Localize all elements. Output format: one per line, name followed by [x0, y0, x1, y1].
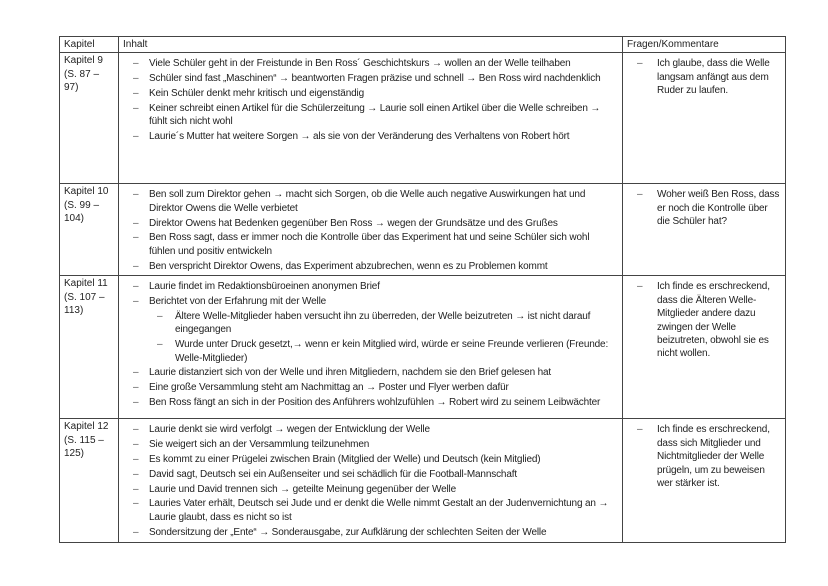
list-item-text: Laurie denkt sie wird verfolgt → wegen der Entwicklung der Welle — [149, 424, 430, 436]
list-item — [123, 188, 618, 215]
list-item — [123, 57, 618, 70]
list-item-text: Ben verspricht Direktor Owens, das Experiment abzubrechen, wenn es zu Problemen kommt — [149, 260, 548, 272]
comment-list — [627, 188, 781, 228]
content-list — [123, 57, 618, 143]
list-item — [123, 72, 618, 85]
header-kapitel: Kapitel — [60, 37, 119, 53]
comment-list — [627, 423, 781, 490]
list-item-text: Lauries Vater erhält, Deutsch sei Jude und er denkt die Welle nimmt Gestalt an der Judenvernichtung an → Laurie glaubt, dass es nicht so ist — [149, 498, 609, 523]
list-item — [123, 295, 618, 308]
list-item-text: Ben soll zum Direktor gehen → macht sich Sorgen, ob die Welle auch negative Auswirkungen hat und Direktor Owens die Welle verbietet — [149, 189, 586, 214]
comment-text: – Woher weiß Ben Ross, dass er noch die Kontrolle über die Schüler hat? — [627, 188, 781, 228]
header-fragen-kommentare: Fragen/Kommentare — [623, 37, 786, 53]
list-item — [123, 497, 618, 524]
sub-list-item: – Wurde unter Druck gesetzt,→ wenn er kein Mitglied wird, würde er seine Freunde verlieren (Freunde: Welle-Mitglieder) — [147, 338, 618, 365]
list-item-text: Laurie´s Mutter hat weitere Sorgen → als sie von der Veränderung des Verhaltens von Robert hört — [149, 131, 570, 142]
list-item-text: Es kommt zu einer Prügelei zwischen Brain (Mitglied der Welle) und Deutsch (kein Mitglied) — [149, 454, 541, 465]
list-item-text: Sondersitzung der „Ente“ → Sonderausgabe, zur Aufklärung der schlechten Seiten der Welle — [149, 526, 547, 538]
list-item — [123, 483, 618, 496]
table-row — [60, 276, 786, 419]
comment-cell — [623, 276, 786, 419]
list-item — [123, 87, 618, 100]
chapter-title: Kapitel 9 — [64, 55, 103, 67]
chapter-pages: (S. 115 – 125) — [64, 434, 104, 460]
table-row — [60, 184, 786, 276]
list-item-text: Kein Schüler denkt mehr kritisch und eigenständig — [149, 88, 364, 99]
content-cell — [119, 184, 623, 276]
chapter-cell — [60, 184, 119, 276]
comment-list — [627, 280, 781, 360]
list-item — [123, 102, 618, 129]
list-item-text: Ben Ross fängt an sich in der Position des Anführers wohlzufühlen → Robert wird zu seinem Leibwächter — [149, 397, 601, 408]
list-item — [123, 217, 618, 230]
comment-cell — [623, 184, 786, 276]
sub-list — [123, 310, 618, 365]
chapter-summary-table — [59, 36, 786, 543]
list-item — [123, 381, 618, 394]
chapter-cell — [60, 276, 119, 419]
list-item — [123, 423, 618, 436]
content-list — [123, 423, 618, 539]
chapter-pages: (S. 87 – 97) — [64, 68, 100, 94]
header-inhalt: Inhalt — [119, 37, 623, 53]
list-item-text: Keiner schreibt einen Artikel für die Schülerzeitung → Laurie soll einen Artikel über die Welle schreiben → fühlt sich nicht wohl — [149, 102, 601, 128]
list-item-text: Schüler sind fast „Maschinen“ → beantworten Fragen präzise und schnell → Ben Ross wird nachdenklich — [149, 73, 601, 85]
comment-cell — [623, 53, 786, 184]
list-item — [123, 231, 618, 258]
chapter-cell — [60, 419, 119, 543]
comment-text: – Ich finde es erschreckend, dass die Älteren Welle-Mitglieder andere dazu zwingen der Welle beizutreten, obwohl sie es nicht wollen. — [627, 280, 781, 360]
list-item — [123, 366, 618, 379]
list-item-text: David sagt, Deutsch sei ein Außenseiter und sei schädlich für die Football-Mannschaft — [149, 468, 518, 480]
list-item-text: Ben Ross sagt, dass er immer noch die Kontrolle über das Experiment hat und seine Schüler sich wohl fühlen und positiv entwickeln — [149, 232, 590, 257]
content-list — [123, 188, 618, 273]
list-item — [123, 280, 618, 293]
list-item — [123, 453, 618, 466]
list-item-text: Laurie findet im Redaktionsbüroeinen anonymen Brief — [149, 281, 380, 293]
list-item-text: Berichtet von der Erfahrung mit der Welle — [149, 296, 327, 308]
list-item — [123, 438, 618, 451]
list-item-text: Laurie distanziert sich von der Welle und ihren Mitgliedern, nachdem sie den Brief gelesen hat — [149, 367, 552, 379]
list-item — [123, 468, 618, 481]
list-item — [123, 526, 618, 539]
list-item — [123, 130, 618, 143]
chapter-title: Kapitel 10 — [64, 186, 109, 198]
header-row — [60, 37, 786, 53]
chapter-title: Kapitel 11 — [64, 278, 108, 290]
comment-cell — [623, 419, 786, 543]
list-item-text: Laurie und David trennen sich → geteilte Meinung gegenüber der Welle — [149, 483, 457, 495]
chapter-pages: (S. 107 – 113) — [64, 291, 105, 317]
list-item — [123, 260, 618, 273]
table-row — [60, 53, 786, 184]
comment-text: – Ich finde es erschreckend, dass sich Mitglieder und Nichtmitglieder der Welle prügeln, um zu beweisen wer stärker ist. — [627, 423, 781, 490]
content-cell — [119, 419, 623, 543]
list-item-text: Viele Schüler geht in der Freistunde in Ben Ross´ Geschichtskurs → wollen an der Welle teilhaben — [149, 58, 571, 70]
chapter-cell — [60, 53, 119, 184]
list-item — [123, 396, 618, 409]
sub-list-item: – Ältere Welle-Mitglieder haben versucht ihn zu überreden, der Welle beizutreten → ist nicht darauf eingegangen — [147, 310, 618, 337]
content-cell — [119, 276, 623, 419]
list-item-text: Direktor Owens hat Bedenken gegenüber Ben Ross → wegen der Grundsätze und des Grußes — [149, 217, 558, 229]
comment-list — [627, 57, 781, 97]
comment-text: – Ich glaube, dass die Welle langsam anfängt aus dem Ruder zu laufen. — [627, 57, 781, 97]
chapter-title: Kapitel 12 — [64, 421, 109, 433]
list-item-text: Eine große Versammlung steht am Nachmittag an → Poster und Flyer werben dafür — [149, 382, 509, 394]
content-cell — [119, 53, 623, 184]
list-item-text: Sie weigert sich an der Versammlung teilzunehmen — [149, 439, 370, 451]
chapter-pages: (S. 99 – 104) — [64, 199, 100, 225]
table-row — [60, 419, 786, 543]
content-list — [123, 280, 618, 409]
